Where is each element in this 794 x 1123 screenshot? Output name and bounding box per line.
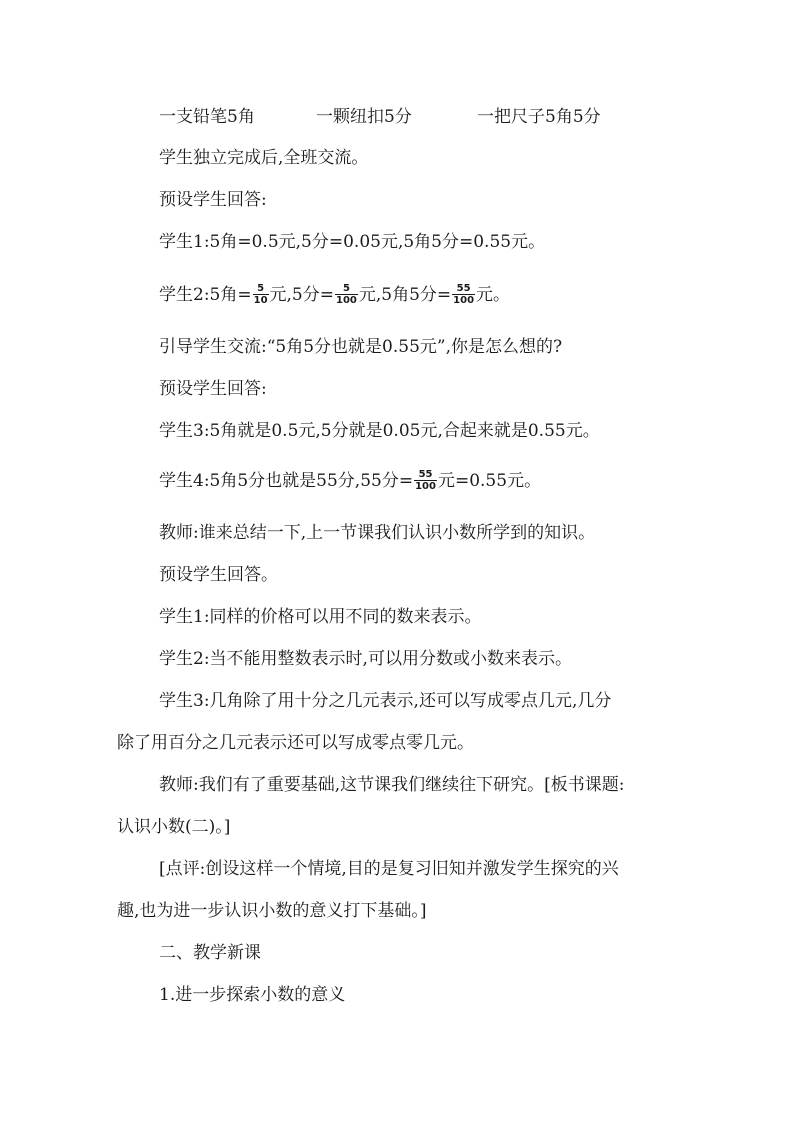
student2-text-4: 元。 <box>476 285 511 305</box>
section-heading: 二、教学新课 <box>159 943 261 963</box>
fraction-5-10 <box>253 283 269 306</box>
subsection-heading: 1.进一步探索小数的意义 <box>159 985 346 1005</box>
item-ruler: 一把尺子5角5分 <box>477 107 601 127</box>
answer3-line-1: 学生3:几角除了用十分之几元表示,还可以写成零点几元,几分 <box>159 691 612 711</box>
fraction-denominator: 100 <box>415 481 436 492</box>
teacher-summary-line: 教师:谁来总结一下,上一节课我们认识小数所学到的知识。 <box>159 523 596 543</box>
preset-answer-line-2: 预设学生回答: <box>159 379 267 399</box>
student4-text-1: 学生4:5角5分也就是55分,55分= <box>159 471 414 491</box>
fraction-numerator: 55 <box>418 469 433 480</box>
teacher-continue-line-2: 认识小数(二)。] <box>117 817 231 837</box>
items-line <box>159 105 601 129</box>
answer2-line: 学生2:当不能用整数表示时,可以用分数或小数来表示。 <box>159 649 572 669</box>
answer1-line: 学生1:同样的价格可以用不同的数来表示。 <box>159 607 482 627</box>
comment-line-1: [点评:创设这样一个情境,目的是复习旧知并激发学生探究的兴 <box>159 859 619 879</box>
fraction-numerator: 5 <box>257 283 265 294</box>
fraction-numerator: 5 <box>342 283 350 294</box>
item-button: 一颗纽扣5分 <box>316 107 412 127</box>
preset-answer-line-3: 预设学生回答。 <box>159 565 278 585</box>
student2-text-2: 元,5分= <box>269 285 334 305</box>
answer3-line-2: 除了用百分之几元表示还可以写成零点零几元。 <box>117 733 474 753</box>
fraction-55-100 <box>414 469 437 492</box>
guide-exchange-line: 引导学生交流:“5角5分也就是0.55元”,你是怎么想的? <box>159 337 563 357</box>
student4-answer-line <box>159 469 541 493</box>
fraction-55-100 <box>452 283 475 306</box>
fraction-denominator: 100 <box>336 295 357 306</box>
fraction-numerator: 55 <box>456 283 471 294</box>
student1-answer-line: 学生1:5角=0.5元,5分=0.05元,5角5分=0.55元。 <box>159 232 546 252</box>
fraction-denominator: 100 <box>453 295 475 306</box>
complete-line: 学生独立完成后,全班交流。 <box>159 148 369 168</box>
student2-text-3: 元,5角5分= <box>358 285 452 305</box>
fraction-denominator: 10 <box>253 295 268 306</box>
student4-text-2: 元=0.55元。 <box>437 471 542 491</box>
student3-answer-line: 学生3:5角就是0.5元,5分就是0.05元,合起来就是0.55元。 <box>159 421 600 441</box>
student2-text-1: 学生2:5角= <box>159 285 252 305</box>
item-pencil: 一支铅笔5角 <box>159 107 255 127</box>
comment-line-2: 趣,也为进一步认识小数的意义打下基础。] <box>117 901 427 921</box>
student2-answer-line <box>159 283 510 307</box>
preset-answer-line-1: 预设学生回答: <box>159 190 267 210</box>
teacher-continue-line-1: 教师:我们有了重要基础,这节课我们继续往下研究。[板书课题: <box>159 775 625 795</box>
fraction-5-100 <box>335 283 358 306</box>
